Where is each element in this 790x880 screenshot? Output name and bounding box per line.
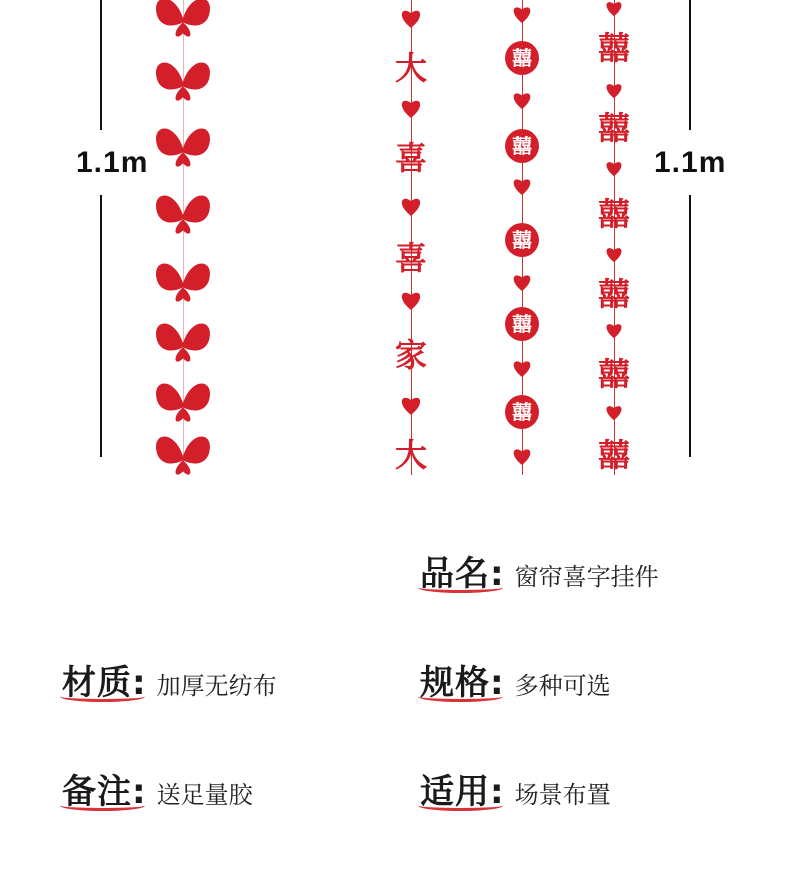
text-strand-character: 大 xyxy=(394,49,428,87)
text-strand-character: 大 xyxy=(394,436,428,474)
butterfly-icon xyxy=(156,0,210,37)
spec-value-usage: 场景布置 xyxy=(514,781,611,809)
heart-icon xyxy=(514,7,531,23)
butterfly-icon xyxy=(156,263,210,301)
text-strand-character: 喜 xyxy=(394,239,428,277)
left-measure-label: 1.1m xyxy=(76,146,149,179)
butterfly-icon xyxy=(156,436,210,474)
double-happiness-character: 囍 xyxy=(597,436,631,474)
spec-label-usage: 适用: xyxy=(420,772,505,812)
butterfly-icon xyxy=(156,323,210,361)
double-happiness-character: 囍 xyxy=(597,355,631,393)
heart-icon xyxy=(402,101,420,118)
heart-icon xyxy=(607,84,622,98)
heart-icon xyxy=(514,361,531,377)
heart-icon xyxy=(607,162,622,176)
circle-medallion-character: 囍 xyxy=(512,46,532,70)
spec-label-specification: 规格: xyxy=(420,663,505,703)
heart-icon xyxy=(402,199,420,216)
spec-label-remarks: 备注: xyxy=(62,772,147,812)
circle-medallion-character: 囍 xyxy=(512,134,532,158)
heart-icon xyxy=(402,293,420,310)
right-measure-label: 1.1m xyxy=(654,146,727,179)
spec-specification xyxy=(420,655,611,704)
circle-medallion-character: 囍 xyxy=(512,400,532,424)
heart-icon xyxy=(402,11,420,28)
heart-icon xyxy=(607,2,622,16)
heart-icon xyxy=(402,398,420,415)
spec-label-product-name: 品名: xyxy=(420,554,505,594)
heart-icon xyxy=(514,449,531,465)
heart-icon xyxy=(607,248,622,262)
text-strand-character: 家 xyxy=(394,336,428,374)
circle-medallion-character: 囍 xyxy=(512,312,532,336)
spec-value-material: 加厚无纺布 xyxy=(156,672,277,700)
butterfly-icon xyxy=(156,195,210,233)
spec-remarks xyxy=(62,764,253,813)
butterfly-icon xyxy=(156,128,210,166)
spec-value-remarks: 送足量胶 xyxy=(156,781,253,809)
spec-label-material: 材质: xyxy=(62,663,147,703)
spec-value-product-name: 窗帘喜字挂件 xyxy=(514,563,659,591)
double-happiness-character: 囍 xyxy=(597,109,631,147)
heart-icon xyxy=(607,406,622,420)
spec-value-specification: 多种可选 xyxy=(514,672,611,700)
double-happiness-character: 囍 xyxy=(597,29,631,67)
text-strand-character: 喜 xyxy=(394,139,428,177)
circle-medallion-character: 囍 xyxy=(512,228,532,252)
butterfly-icon xyxy=(156,62,210,100)
spec-material xyxy=(62,655,277,704)
double-happiness-character: 囍 xyxy=(597,275,631,313)
spec-usage xyxy=(420,764,611,813)
double-happiness-character: 囍 xyxy=(597,195,631,233)
heart-icon xyxy=(514,93,531,109)
heart-icon xyxy=(514,179,531,195)
butterfly-icon xyxy=(156,383,210,421)
spec-product-name xyxy=(420,546,659,595)
heart-icon xyxy=(607,324,622,338)
heart-icon xyxy=(514,275,531,291)
